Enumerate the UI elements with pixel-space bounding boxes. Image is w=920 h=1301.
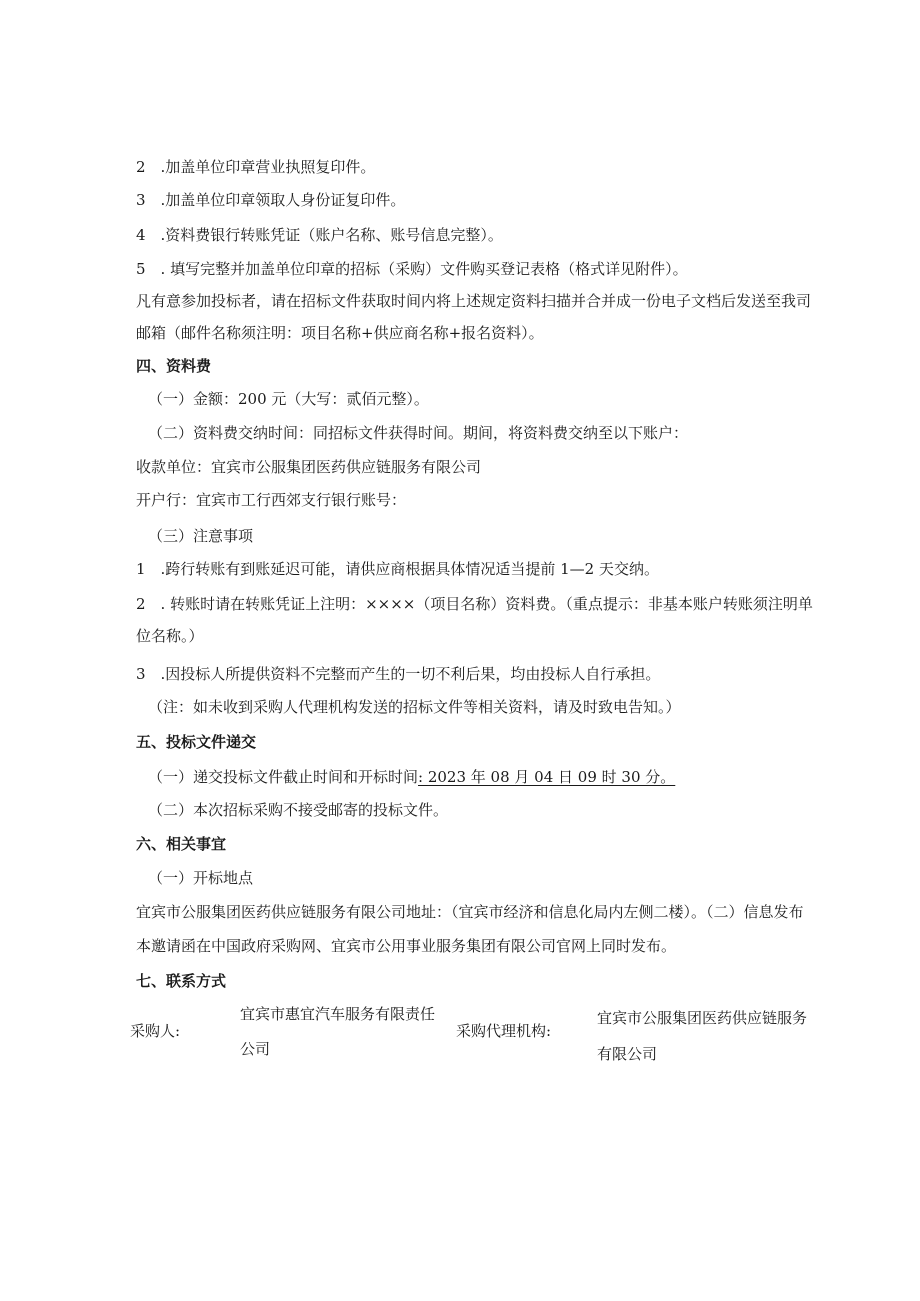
fee-payee: 收款单位：宜宾市公服集团医药供应链服务有限公司 (136, 458, 482, 476)
fee-bank: 开户行：宜宾市工行西郊支行银行账号： (136, 491, 407, 509)
fee-amount: （一）金额：200 元（大写：贰佰元整）。 (148, 390, 429, 408)
fee-payment-time: （二）资料费交纳时间：同招标文件获得时间。期间，将资料费交纳至以下账户： (148, 424, 689, 442)
fee-notice-2-line2: 位名称。） (136, 627, 204, 645)
submission-instruction-line1: 凡有意参加投标者，请在招标文件获取时间内将上述规定资料扫描并合并成一份电子文档后发送至我司 (136, 292, 812, 310)
matters-location-line2: 本邀请函在中国政府采购网、宜宾市公用事业服务集团有限公司官网上同时发布。 (136, 937, 677, 955)
section-heading-fee: 四、资料费 (136, 357, 212, 375)
section-heading-matters: 六、相关事宜 (136, 835, 227, 853)
section-heading-contact: 七、联系方式 (136, 972, 227, 990)
requirement-item-5: 5 . 填写完整并加盖单位印章的招标（采购）文件购买登记表格（格式详见附件）。 (136, 260, 688, 278)
fee-notice-1: 1 .跨行转账有到账延迟可能，请供应商根据具体情况适当提前 1—2 天交纳。 (136, 560, 659, 578)
submission-deadline-value: : 2023 年 08 月 04 日 09 时 30 分。 (418, 768, 676, 786)
requirement-item-3: 3 .加盖单位印章领取人身份证复印件。 (136, 191, 406, 209)
submission-deadline (148, 767, 675, 787)
requirement-item-2: 2 .加盖单位印章营业执照复印件。 (136, 158, 376, 176)
matters-location-line1: 宜宾市公服集团医药供应链服务有限公司地址：（宜宾市经济和信息化局内左侧二楼）。（二）信息发布 (136, 903, 804, 921)
fee-notes-title: （三）注意事项 (148, 527, 254, 545)
submission-no-mail: （二）本次招标采购不接受邮寄的投标文件。 (148, 801, 449, 819)
buyer-name-line1: 宜宾市惠宜汽车服务有限责任 (240, 1005, 436, 1023)
section-heading-submission: 五、投标文件递交 (136, 733, 257, 751)
agency-label: 采购代理机构: (456, 1022, 552, 1040)
agency-name-line2: 有限公司 (597, 1045, 658, 1063)
fee-notice-2-line1: 2 . 转账时请在转账凭证上注明：××××（项目名称）资料费。（重点提示：非基本账户转账须注明单 (136, 595, 813, 613)
fee-notice-3: 3 .因投标人所提供资料不完整而产生的一切不利后果，均由投标人自行承担。 (136, 665, 661, 683)
submission-instruction-line2: 邮箱（邮件名称须注明：项目名称+供应商名称+报名资料）。 (136, 324, 544, 342)
submission-deadline-label: （一）递交投标文件截止时间和开标时间 (148, 768, 419, 786)
requirement-item-4: 4 .资料费银行转账凭证（账户名称、账号信息完整）。 (136, 226, 503, 244)
agency-name-line1: 宜宾市公服集团医药供应链服务 (597, 1009, 808, 1027)
buyer-label: 采购人: (130, 1022, 181, 1040)
fee-remark: （注：如未收到采购人代理机构发送的招标文件等相关资料，请及时致电告知。） (148, 698, 681, 716)
matters-location-title: （一）开标地点 (148, 869, 254, 887)
buyer-name-line2: 公司 (240, 1040, 271, 1058)
